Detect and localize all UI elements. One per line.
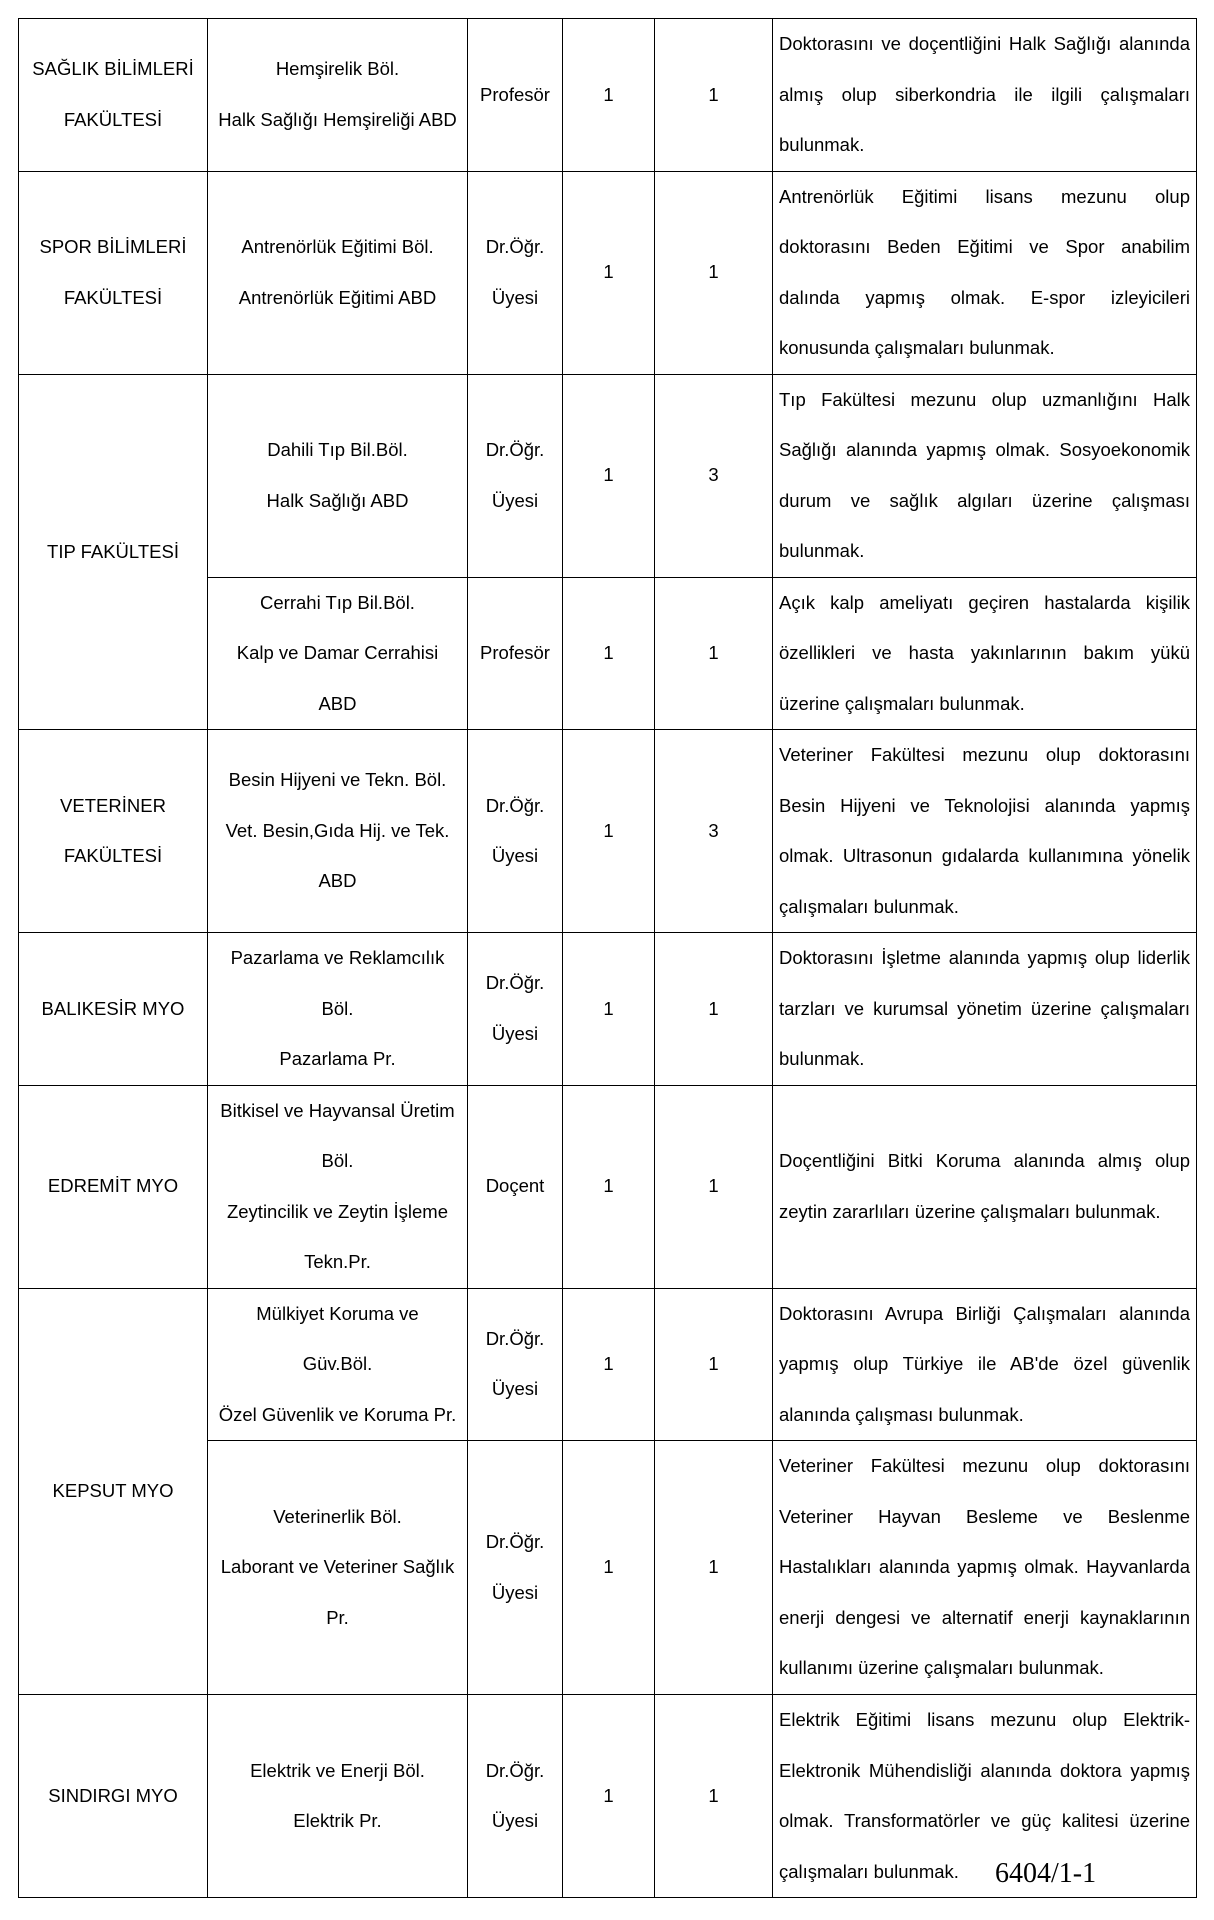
- description-cell: Tıp Fakültesi mezunu olup uzmanlığını Halk Sağlığı alanında yapmış olmak. Sosyoekonomik durum ve sağlık algıları üzerine çalışması bulunmak.: [773, 374, 1197, 577]
- title-cell: Profesör: [468, 19, 563, 172]
- faculty-cell: EDREMİT MYO: [19, 1085, 208, 1288]
- count-cell: 1: [563, 1695, 655, 1898]
- document-number: 6404/1-1: [995, 1858, 1097, 1889]
- score-cell: 1: [655, 577, 773, 730]
- faculty-cell: TIP FAKÜLTESİ: [19, 374, 208, 730]
- title-cell: Dr.Öğr. Üyesi: [468, 1441, 563, 1695]
- description-cell: Açık kalp ameliyatı geçiren hastalarda kişilik özellikleri ve hasta yakınlarının bakım yükü üzerine çalışmaları bulunmak.: [773, 577, 1197, 730]
- description-cell: Antrenörlük Eğitimi lisans mezunu olup doktorasını Beden Eğitimi ve Spor anabilim dalında yapmış olmak. E-spor izleyicileri konusunda çalışmaları bulunmak.: [773, 171, 1197, 374]
- score-cell: 1: [655, 1085, 773, 1288]
- count-cell: 1: [563, 374, 655, 577]
- count-cell: 1: [563, 577, 655, 730]
- department-cell: Bitkisel ve Hayvansal Üretim Böl. Zeytincilik ve Zeytin İşleme Tekn.Pr.: [208, 1085, 468, 1288]
- department-cell: Mülkiyet Koruma ve Güv.Böl. Özel Güvenlik ve Koruma Pr.: [208, 1288, 468, 1441]
- department-cell: Hemşirelik Böl. Halk Sağlığı Hemşireliği ABD: [208, 19, 468, 172]
- table-row: [19, 1288, 1197, 1441]
- description-cell: Veteriner Fakültesi mezunu olup doktorasını Veteriner Hayvan Besleme ve Beslenme Hastalıkları alanında yapmış olmak. Hayvanlarda enerji dengesi ve alternatif enerji kaynaklarının kullanımı üzerine çalışmaları bulunmak.: [773, 1441, 1197, 1695]
- department-cell: Elektrik ve Enerji Böl. Elektrik Pr.: [208, 1695, 468, 1898]
- count-cell: 1: [563, 1288, 655, 1441]
- count-cell: 1: [563, 730, 655, 933]
- score-cell: 1: [655, 19, 773, 172]
- department-cell: Antrenörlük Eğitimi Böl. Antrenörlük Eğitimi ABD: [208, 171, 468, 374]
- score-cell: 3: [655, 374, 773, 577]
- description-cell: Doktorasını Avrupa Birliği Çalışmaları alanında yapmış olup Türkiye ile AB'de özel güvenlik alanında çalışması bulunmak.: [773, 1288, 1197, 1441]
- table-row: [19, 374, 1197, 577]
- count-cell: 1: [563, 19, 655, 172]
- description-cell: Doktorasını ve doçentliğini Halk Sağlığı alanında almış olup siberkondria ile ilgili çalışmaları bulunmak.: [773, 19, 1197, 172]
- title-cell: Dr.Öğr. Üyesi: [468, 171, 563, 374]
- title-cell: Dr.Öğr. Üyesi: [468, 374, 563, 577]
- title-cell: Dr.Öğr. Üyesi: [468, 1695, 563, 1898]
- faculty-cell: BALIKESİR MYO: [19, 933, 208, 1086]
- department-cell: Cerrahi Tıp Bil.Böl. Kalp ve Damar Cerrahisi ABD: [208, 577, 468, 730]
- title-cell: Dr.Öğr. Üyesi: [468, 730, 563, 933]
- count-cell: 1: [563, 933, 655, 1086]
- count-cell: 1: [563, 1441, 655, 1695]
- score-cell: 1: [655, 1695, 773, 1898]
- score-cell: 1: [655, 1288, 773, 1441]
- count-cell: 1: [563, 171, 655, 374]
- description-cell: Veteriner Fakültesi mezunu olup doktorasını Besin Hijyeni ve Teknolojisi alanında yapmış olmak. Ultrasonun gıdalarda kullanımına yönelik çalışmaları bulunmak.: [773, 730, 1197, 933]
- table-row: [19, 933, 1197, 1086]
- faculty-cell: VETERİNER FAKÜLTESİ: [19, 730, 208, 933]
- faculty-cell: KEPSUT MYO: [19, 1288, 208, 1695]
- faculty-cell: SAĞLIK BİLİMLERİ FAKÜLTESİ: [19, 19, 208, 172]
- count-cell: 1: [563, 1085, 655, 1288]
- title-cell: Profesör: [468, 577, 563, 730]
- score-cell: 1: [655, 171, 773, 374]
- title-cell: Dr.Öğr. Üyesi: [468, 933, 563, 1086]
- score-cell: 1: [655, 933, 773, 1086]
- staff-table: [18, 18, 1197, 1898]
- description-cell: Elektrik Eğitimi lisans mezunu olup Elektrik-Elektronik Mühendisliği alanında doktora yapmış olmak. Transformatörler ve güç kalitesi üzerine çalışmaları bulunmak.: [773, 1695, 1197, 1898]
- table-row: [19, 1085, 1197, 1288]
- department-cell: Veterinerlik Böl. Laborant ve Veteriner Sağlık Pr.: [208, 1441, 468, 1695]
- description-cell: Doçentliğini Bitki Koruma alanında almış olup zeytin zararlıları üzerine çalışmaları bulunmak.: [773, 1085, 1197, 1288]
- department-cell: Dahili Tıp Bil.Böl. Halk Sağlığı ABD: [208, 374, 468, 577]
- department-cell: Besin Hijyeni ve Tekn. Böl. Vet. Besin,Gıda Hij. ve Tek. ABD: [208, 730, 468, 933]
- score-cell: 1: [655, 1441, 773, 1695]
- faculty-cell: SPOR BİLİMLERİ FAKÜLTESİ: [19, 171, 208, 374]
- description-cell: Doktorasını İşletme alanında yapmış olup liderlik tarzları ve kurumsal yönetim üzerine çalışmaları bulunmak.: [773, 933, 1197, 1086]
- table-row: [19, 171, 1197, 374]
- title-cell: Doçent: [468, 1085, 563, 1288]
- department-cell: Pazarlama ve Reklamcılık Böl. Pazarlama Pr.: [208, 933, 468, 1086]
- table-row: [19, 730, 1197, 933]
- table-row: [19, 19, 1197, 172]
- title-cell: Dr.Öğr. Üyesi: [468, 1288, 563, 1441]
- faculty-cell: SINDIRGI MYO: [19, 1695, 208, 1898]
- score-cell: 3: [655, 730, 773, 933]
